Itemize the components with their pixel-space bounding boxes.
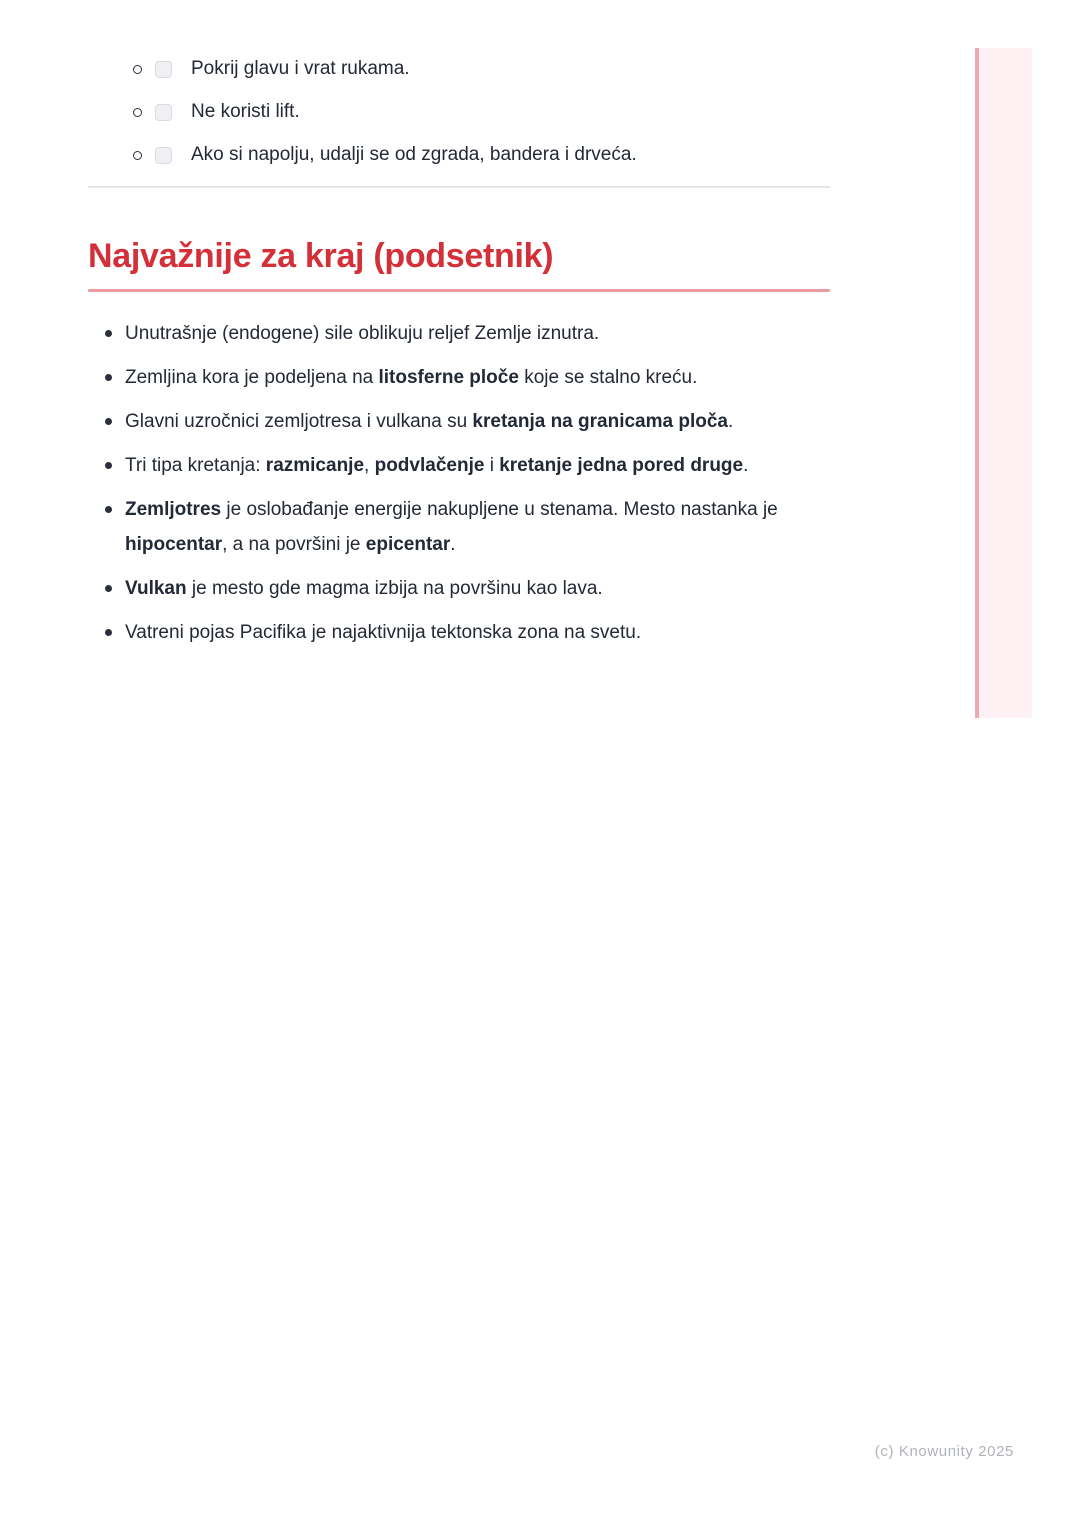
summary-item — [88, 316, 830, 351]
summary-item-text: Glavni uzročnici zemljotresa i vulkana su kretanja na granicama ploča. — [125, 411, 734, 432]
checkbox[interactable] — [155, 104, 172, 121]
side-highlight-strip — [975, 48, 1032, 718]
summary-item-text: Vatreni pojas Pacifika je najaktivnija tektonska zona na svetu. — [125, 622, 642, 643]
checklist-item — [88, 143, 830, 167]
summary-item — [88, 404, 830, 439]
summary-item-text: Tri tipa kretanja: razmicanje, podvlačenje i kretanje jedna pored druge. — [125, 455, 749, 476]
copyright-note: (c) Knowunity 2025 — [874, 1443, 1014, 1460]
dot-bullet-icon — [105, 629, 112, 636]
checklist-item-label: Ne koristi lift. — [191, 101, 300, 122]
summary-item-text: Unutrašnje (endogene) sile oblikuju reljef Zemlje iznutra. — [125, 323, 600, 344]
summary-item — [88, 571, 830, 606]
circle-bullet-icon — [133, 151, 142, 160]
summary-item — [88, 448, 830, 483]
circle-bullet-icon — [133, 108, 142, 117]
circle-bullet-icon — [133, 65, 142, 74]
summary-list — [88, 316, 830, 650]
dot-bullet-icon — [105, 418, 112, 425]
dot-bullet-icon — [105, 585, 112, 592]
section-divider — [88, 186, 830, 188]
summary-item-text: Vulkan je mesto gde magma izbija na površinu kao lava. — [125, 578, 603, 599]
dot-bullet-icon — [105, 462, 112, 469]
summary-item — [88, 360, 830, 395]
checkbox[interactable] — [155, 147, 172, 164]
dot-bullet-icon — [105, 374, 112, 381]
summary-item — [88, 615, 830, 650]
heading-underline — [88, 289, 830, 292]
checklist-item-label: Ako si napolju, udalji se od zgrada, bandera i drveća. — [191, 144, 637, 165]
dot-bullet-icon — [105, 330, 112, 337]
summary-item-text: Zemljina kora je podeljena na litosferne ploče koje se stalno kreću. — [125, 367, 698, 388]
safety-checklist — [88, 0, 830, 167]
summary-item-text: Zemljotres je oslobađanje energije nakupljene u stenama. Mesto nastanka je hipocentar, a na površini je epicentar. — [125, 499, 778, 555]
dot-bullet-icon — [105, 506, 112, 513]
summary-item — [88, 492, 830, 562]
checklist-item — [88, 100, 830, 124]
document-content — [88, 0, 830, 659]
checklist-item-label: Pokrij glavu i vrat rukama. — [191, 58, 410, 79]
section-heading: Najvažnije za kraj (podsetnik) — [88, 237, 554, 275]
checklist-item — [88, 57, 830, 81]
checkbox[interactable] — [155, 61, 172, 78]
